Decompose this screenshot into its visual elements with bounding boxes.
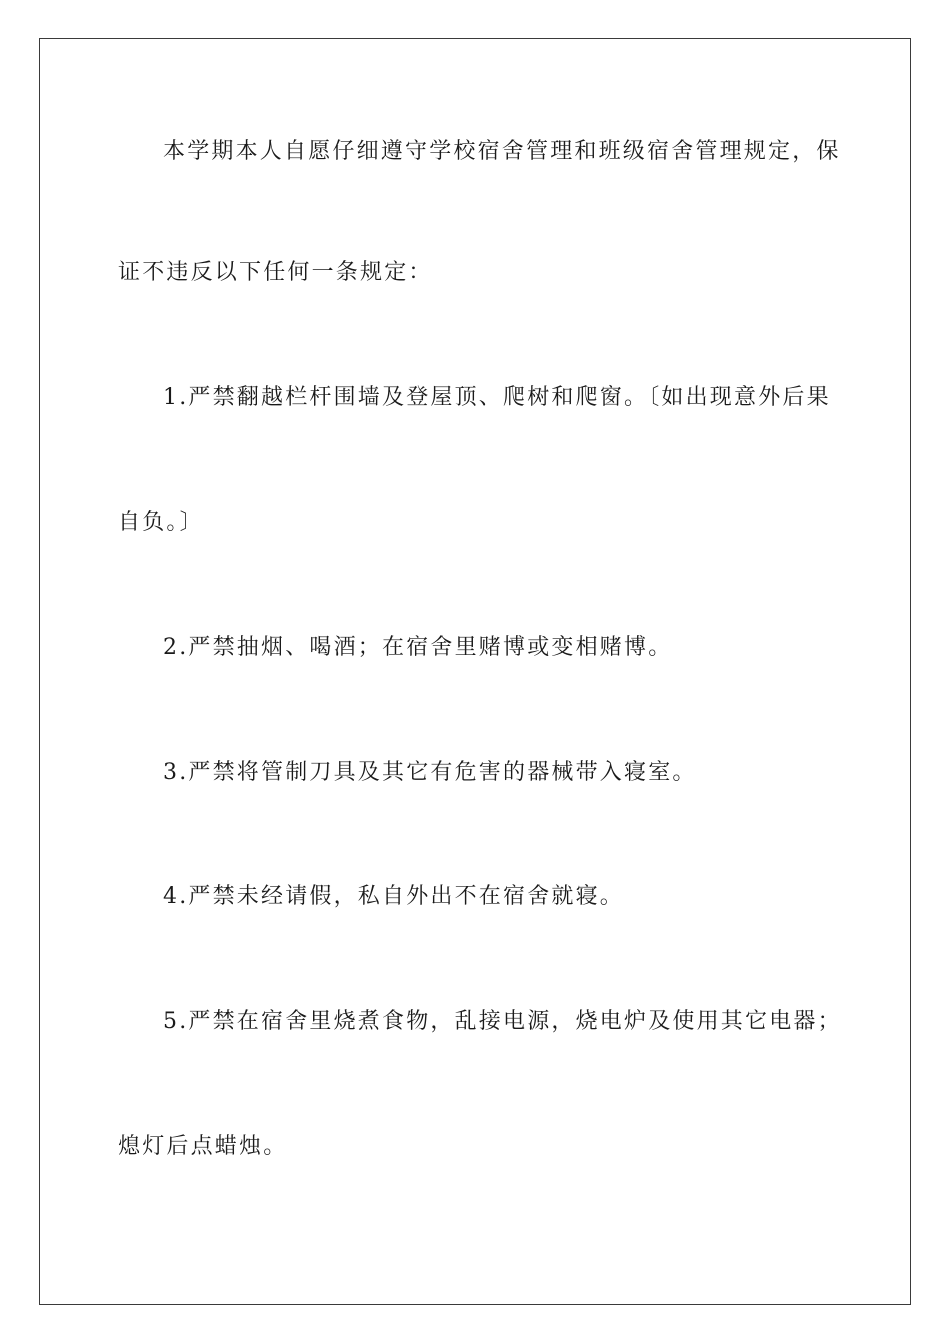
rule-3: 3.严禁将管制刀具及其它有危害的器械带入寝室。 — [163, 760, 697, 785]
intro-line-1: 本学期本人自愿仔细遵守学校宿舍管理和班级宿舍管理规定，保 — [163, 139, 841, 164]
rule-2: 2.严禁抽烟、喝酒；在宿舍里赌博或变相赌博。 — [163, 635, 673, 660]
rule-5-line-2: 熄灯后点蜡烛。 — [118, 1134, 288, 1159]
rule-5-line-1: 5.严禁在宿舍里烧煮食物，乱接电源，烧电炉及使用其它电器； — [163, 1009, 842, 1034]
page-border — [39, 38, 911, 1305]
rule-1-line-2: 自负。〕 — [118, 510, 204, 535]
intro-line-2: 证不违反以下任何一条规定： — [118, 260, 433, 285]
rule-1-line-1: 1.严禁翻越栏杆围墙及登屋顶、爬树和爬窗。〔如出现意外后果 — [163, 385, 831, 410]
rule-4: 4.严禁未经请假，私自外出不在宿舍就寝。 — [163, 884, 624, 909]
